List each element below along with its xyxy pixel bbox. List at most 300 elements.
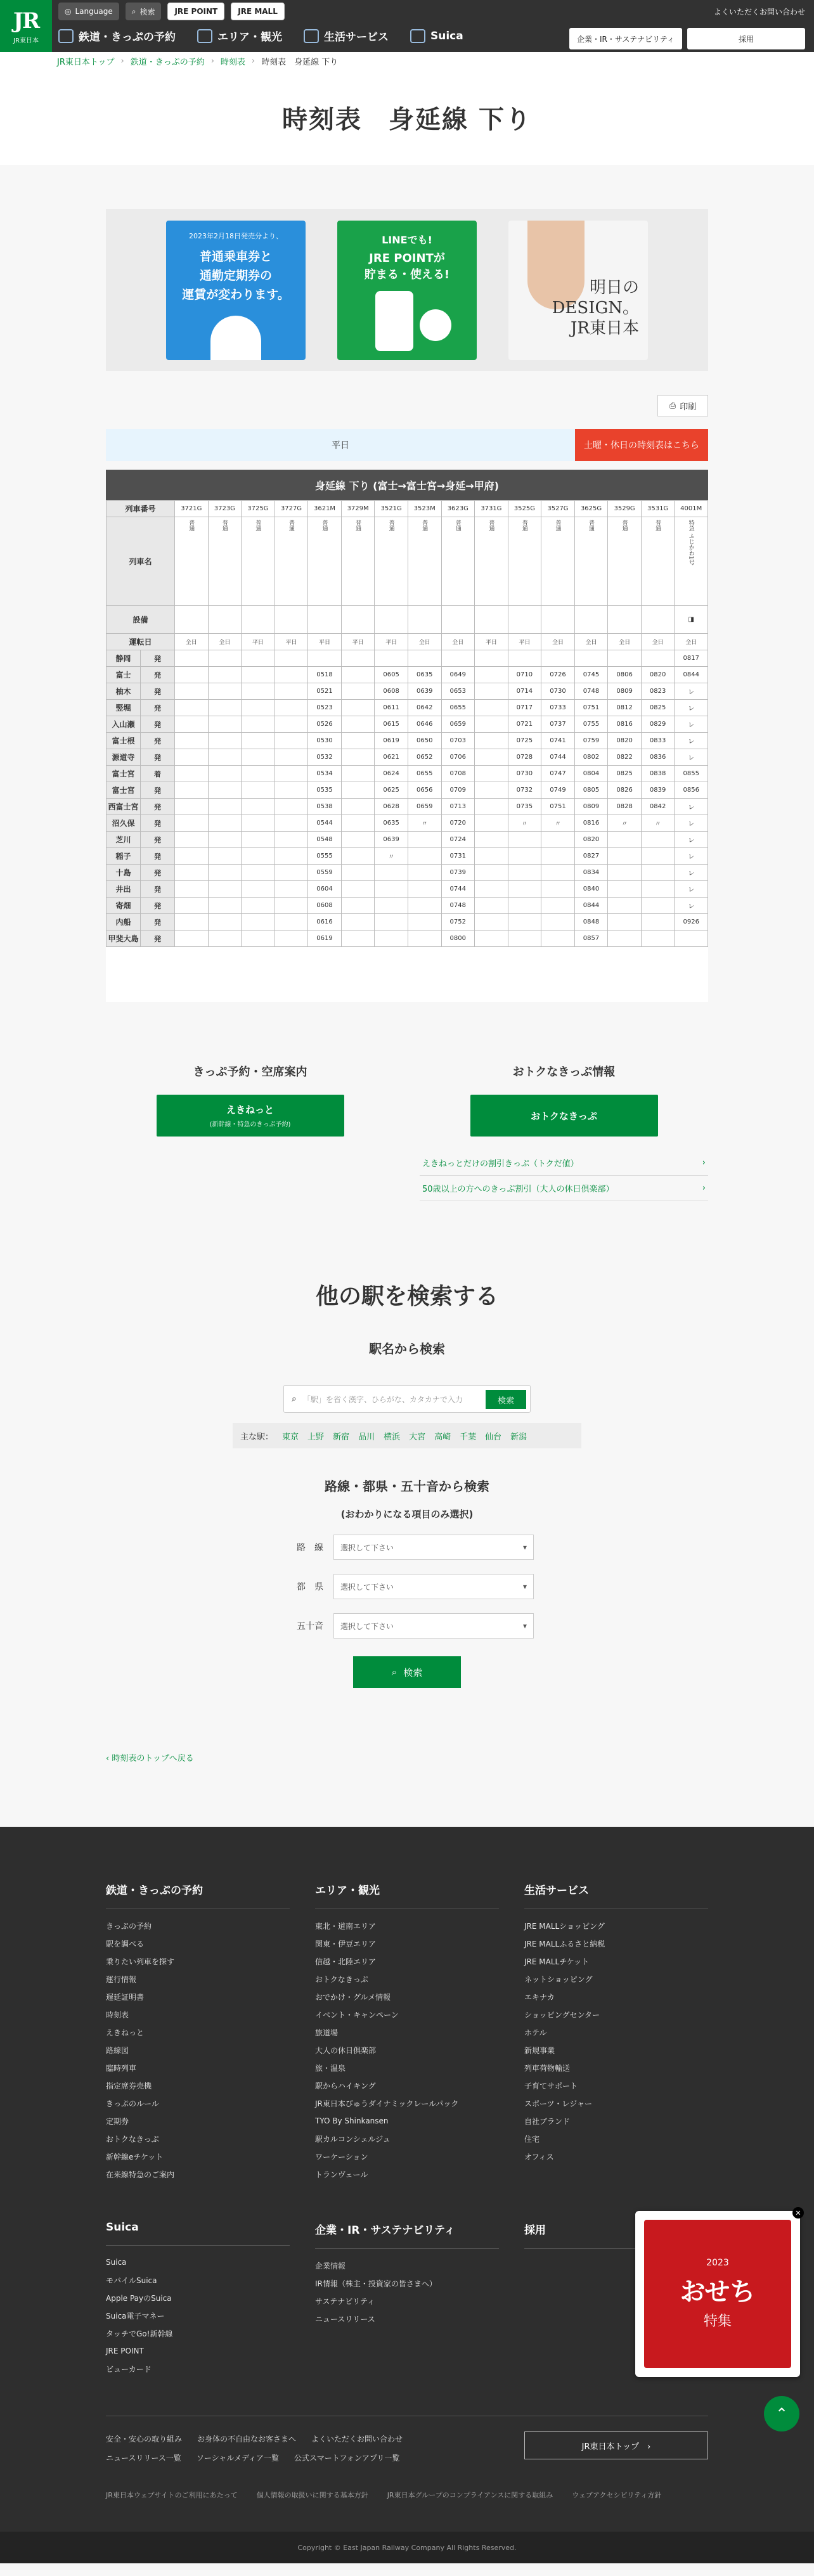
footer-heading[interactable]: 鉄道・きっぷの予約 <box>106 1881 290 1909</box>
footer-link[interactable]: トランヴェール <box>315 2170 368 2179</box>
time-cell <box>341 799 375 815</box>
footer-link[interactable]: 自社ブランド <box>524 2116 571 2126</box>
footer-link[interactable]: 子育てサポート <box>524 2081 578 2090</box>
search-note: (おわかりになる項目のみ選択) <box>340 1509 474 1520</box>
time-cell: 0731 <box>441 848 475 865</box>
jre-mall-link[interactable]: JRE MALL <box>231 3 285 20</box>
time-cell <box>175 865 209 881</box>
jre-point-link[interactable]: JRE POINT <box>167 3 224 20</box>
time-cell <box>242 914 275 931</box>
train-name-text: 普通 <box>621 520 628 531</box>
footer-link[interactable]: 遅延証明書 <box>106 1992 145 2002</box>
time-cell: 0616 <box>308 914 342 931</box>
main-station-link[interactable]: 高崎 <box>434 1432 451 1442</box>
main-station-link[interactable]: 新潟 <box>510 1432 527 1442</box>
time-cell <box>341 931 375 947</box>
footer-link[interactable]: おトクなきっぷ <box>106 2134 159 2144</box>
time-cell: 0840 <box>574 881 608 898</box>
footer-link[interactable]: JRE MALLふるさと納税 <box>524 1939 605 1948</box>
time-cell: 0724 <box>441 832 475 848</box>
time-cell: 0635 <box>408 667 441 683</box>
time-cell <box>375 898 408 914</box>
timetable <box>106 470 708 1002</box>
deals-button[interactable]: おトクなきっぷ <box>470 1095 658 1137</box>
train-number[interactable]: 3621M <box>308 501 342 517</box>
time-cell <box>208 865 242 881</box>
station-name[interactable]: 富士宮 <box>107 766 141 782</box>
train-number[interactable]: 3723G <box>208 501 242 517</box>
footer-link[interactable]: きっぷの予約 <box>106 1921 152 1931</box>
station-name[interactable]: 富士 <box>107 667 141 683</box>
time-cell: 0744 <box>541 749 575 766</box>
train-number[interactable]: 3731G <box>475 501 508 517</box>
time-cell <box>641 832 675 848</box>
time-cell <box>541 848 575 865</box>
main-station-link[interactable]: 上野 <box>307 1432 325 1442</box>
time-cell: 0656 <box>408 782 441 799</box>
page-title: 時刻表 身延線 下り <box>282 105 532 134</box>
time-cell: レ <box>675 716 708 733</box>
footer-link[interactable]: ホテル <box>524 2028 547 2037</box>
time-cell: 0726 <box>541 667 575 683</box>
footer-link[interactable]: 旅・温泉 <box>315 2063 346 2073</box>
train-name-text: 普通 <box>188 520 195 531</box>
station-name[interactable]: 竪堀 <box>107 700 141 716</box>
station-name[interactable]: 稲子 <box>107 848 141 865</box>
nav-life[interactable]: 生活サービス <box>304 28 389 44</box>
time-cell <box>175 881 209 898</box>
arr-dep: 発 <box>141 881 175 898</box>
time-cell: レ <box>675 848 708 865</box>
main-station-link[interactable]: 東京 <box>282 1432 299 1442</box>
time-cell <box>475 749 508 766</box>
jr-top-button[interactable]: JR東日本トップ › <box>524 2431 708 2459</box>
time-cell: 0755 <box>574 716 608 733</box>
footer-link[interactable]: Suica電子マネー <box>106 2311 165 2321</box>
footer-bottom-link[interactable]: ソーシャルメディア一覧 <box>196 2453 280 2463</box>
time-cell: 0826 <box>608 782 642 799</box>
footer-link[interactable]: 大人の休日倶楽部 <box>315 2045 377 2055</box>
operating-days: 全日 <box>175 634 209 650</box>
time-cell <box>475 667 508 683</box>
banner-fare-change[interactable]: 2023年2月18日発売分より、 普通乗車券と 通勤定期券の 運賃が変わります。 <box>166 221 306 360</box>
nav-suica[interactable]: Suica <box>410 28 463 44</box>
time-cell: 0833 <box>641 733 675 749</box>
station-name[interactable]: 沼久保 <box>107 815 141 832</box>
train-name-text: 普通 <box>287 520 294 531</box>
footer-link[interactable]: 乗りたい列車を探す <box>106 1957 175 1966</box>
map-icon <box>197 29 212 43</box>
operating-days: 平日 <box>341 634 375 650</box>
time-cell: 0751 <box>574 700 608 716</box>
train-name <box>208 517 242 606</box>
footer-link[interactable]: 定期券 <box>106 2116 129 2126</box>
time-cell: 0825 <box>608 766 642 782</box>
time-cell: 0615 <box>375 716 408 733</box>
footer-link[interactable]: えきねっと <box>106 2028 145 2037</box>
time-cell <box>275 931 308 947</box>
footer-link[interactable]: サステナビリティ <box>315 2296 375 2306</box>
station-search-button[interactable]: 検索 <box>486 1390 526 1409</box>
time-cell <box>242 865 275 881</box>
footer-link[interactable]: 時刻表 <box>106 2010 129 2019</box>
time-cell: 0559 <box>308 865 342 881</box>
time-cell <box>475 733 508 749</box>
station-name[interactable]: 富士宮 <box>107 782 141 799</box>
jr-logo[interactable]: JR JR東日本 <box>0 0 52 52</box>
train-name <box>175 517 209 606</box>
footer-link[interactable]: ショッピングセンター <box>524 2010 600 2019</box>
station-name[interactable]: 甲斐大島 <box>107 931 141 947</box>
nav-area[interactable]: エリア・観光 <box>197 28 282 44</box>
time-cell <box>408 848 441 865</box>
footer-link[interactable]: タッチでGo!新幹線 <box>106 2329 173 2338</box>
operating-days: 平日 <box>275 634 308 650</box>
operating-days: 平日 <box>375 634 408 650</box>
kana-label: 五十音 <box>297 1621 323 1632</box>
facility-cell <box>508 606 541 634</box>
footer-link[interactable]: 新幹線eチケット <box>106 2152 164 2161</box>
time-cell: 0624 <box>375 766 408 782</box>
station-name[interactable]: 西富士宮 <box>107 799 141 815</box>
footer-link[interactable]: 新規事業 <box>524 2045 555 2055</box>
footer-bottom-link[interactable]: 安全・安心の取り組み <box>106 2434 183 2444</box>
time-cell <box>608 832 642 848</box>
footer-heading[interactable]: 生活サービス <box>524 1881 708 1909</box>
time-cell <box>242 683 275 700</box>
footer-link[interactable]: TYO By Shinkansen <box>315 2116 389 2125</box>
footer-link[interactable]: 関東・伊豆エリア <box>315 1939 377 1948</box>
footer-heading[interactable]: エリア・観光 <box>315 1881 499 1909</box>
time-cell: 0544 <box>308 815 342 832</box>
operating-days: 全日 <box>208 634 242 650</box>
footer-link[interactable]: JRE POINT <box>106 2347 144 2355</box>
crumb-timetable[interactable]: 時刻表 <box>220 57 245 67</box>
time-cell <box>475 815 508 832</box>
corp-link[interactable]: 企業・IR・サステナビリティ <box>569 28 682 49</box>
train-name-text: 特急 ふじかわ1号 <box>687 520 694 565</box>
footer-link[interactable]: モバイルSuica <box>106 2276 157 2285</box>
osechi-popup[interactable] <box>635 2208 801 2377</box>
train-number[interactable]: 4001M <box>675 501 708 517</box>
time-cell: レ <box>675 898 708 914</box>
train-number[interactable]: 3529G <box>608 501 642 517</box>
footer-link[interactable]: 旅道場 <box>315 2028 339 2037</box>
search-button[interactable]: ⌕ 検索 <box>126 3 162 20</box>
footer-link[interactable]: JRE MALLショッピング <box>524 1921 605 1931</box>
footer-link[interactable]: 臨時列車 <box>106 2063 137 2073</box>
time-cell: 0839 <box>641 782 675 799</box>
language-button[interactable]: ◎ Language <box>58 3 119 20</box>
train-number[interactable]: 3727G <box>275 501 308 517</box>
time-cell: 0759 <box>574 733 608 749</box>
footer-col-c2 <box>315 1881 499 2183</box>
time-cell: レ <box>675 832 708 848</box>
arr-dep: 発 <box>141 749 175 766</box>
time-cell: 0806 <box>608 667 642 683</box>
time-cell <box>475 799 508 815</box>
time-cell: レ <box>675 881 708 898</box>
footer-heading[interactable]: 採用 <box>524 2221 708 2249</box>
time-cell <box>408 898 441 914</box>
train-name-text: 普通 <box>654 520 661 531</box>
station-name[interactable]: 静岡 <box>107 650 141 667</box>
banner-design[interactable]: 明日の DESIGN。 JR東日本 <box>508 221 648 360</box>
time-cell <box>242 667 275 683</box>
time-cell <box>242 881 275 898</box>
station-name[interactable]: 寄畑 <box>107 898 141 914</box>
footer-link[interactable]: 在来線特急のご案内 <box>106 2170 175 2179</box>
facility-cell <box>175 606 209 634</box>
footer-link[interactable]: Suica <box>106 2258 127 2267</box>
time-cell: 0820 <box>641 667 675 683</box>
footer-link[interactable]: 駅を調べる <box>106 1939 145 1948</box>
time-cell: 0535 <box>308 782 342 799</box>
footer-bottom-link[interactable]: よくいただくお問い合わせ <box>311 2434 403 2444</box>
operating-days: 全日 <box>608 634 642 650</box>
arr-dep: 発 <box>141 914 175 931</box>
footer-policy-link[interactable]: JR東日本ウェブサイトのご利用にあたって <box>106 2491 238 2499</box>
main-station-link[interactable]: 品川 <box>358 1432 375 1442</box>
time-cell <box>408 832 441 848</box>
footer-col-c4 <box>106 2221 290 2378</box>
station-name[interactable]: 富士根 <box>107 733 141 749</box>
banner-line-point[interactable]: LINEでも! JRE POINTが 貯まる・使える! <box>337 221 477 360</box>
footer-link[interactable]: 住宅 <box>524 2134 540 2144</box>
time-cell <box>375 931 408 947</box>
osechi-banner[interactable]: 2023 おせち 特集 <box>644 2220 791 2368</box>
train-number[interactable]: 3625G <box>574 501 608 517</box>
main-station-link[interactable]: 大宮 <box>409 1432 426 1442</box>
time-cell: 0717 <box>508 700 541 716</box>
chevron-down-icon: ▾ <box>522 1543 527 1552</box>
footer-policy-link[interactable]: ウェブアクセシビリティ方針 <box>572 2491 662 2499</box>
station-row <box>107 832 708 848</box>
footer-link[interactable]: 指定席券売機 <box>106 2081 152 2090</box>
station-search-input[interactable]: ⌕ 「駅」を省く漢字、ひらがな、カタカナで入力 検索 <box>283 1385 531 1413</box>
time-cell: 0855 <box>675 766 708 782</box>
main-station-link[interactable]: 横浜 <box>384 1432 401 1442</box>
time-cell: 0820 <box>574 832 608 848</box>
footer-link[interactable]: きっぷのルール <box>106 2099 159 2108</box>
station-row <box>107 865 708 881</box>
faq-link[interactable]: よくいただくお問い合わせ <box>713 8 805 16</box>
footer-heading[interactable]: Suica <box>106 2221 290 2246</box>
time-cell: 0639 <box>375 832 408 848</box>
page-top-button[interactable] <box>764 2396 799 2431</box>
time-cell <box>275 865 308 881</box>
time-cell <box>408 881 441 898</box>
chevron-right-icon: › <box>702 1158 706 1168</box>
footer-link[interactable]: ワーケーション <box>315 2152 368 2161</box>
footer-link[interactable]: スポーツ・レジャー <box>524 2099 592 2108</box>
train-number[interactable]: 3525G <box>508 501 541 517</box>
time-cell <box>175 650 209 667</box>
time-cell: 0848 <box>574 914 608 931</box>
footer-link[interactable]: 信越・北陸エリア <box>315 1957 377 1966</box>
route-select[interactable]: 選択して下さい ▾ <box>333 1535 534 1560</box>
time-cell <box>341 749 375 766</box>
facility-cell <box>408 606 441 634</box>
facility-cell <box>308 606 342 634</box>
time-cell <box>641 650 675 667</box>
station-name[interactable]: 十島 <box>107 865 141 881</box>
station-row <box>107 931 708 947</box>
footer-link[interactable]: 運行情報 <box>106 1974 137 1984</box>
footer-link[interactable]: オフィス <box>524 2152 554 2161</box>
footer-link[interactable]: 駅カルコンシェルジュ <box>315 2134 391 2144</box>
site-header <box>0 0 814 52</box>
main-station-link[interactable]: 仙台 <box>485 1432 502 1442</box>
time-cell: 0523 <box>308 700 342 716</box>
footer-bottom-link[interactable]: 公式スマートフォンアプリ一覧 <box>294 2453 400 2463</box>
footer-link[interactable]: 東北・道南エリア <box>315 1921 377 1931</box>
time-cell <box>341 766 375 782</box>
station-name[interactable]: 柚木 <box>107 683 141 700</box>
deal-link[interactable]: 50歳以上の方へのきっぷ割引（大人の休日倶楽部） › <box>420 1176 708 1201</box>
time-cell: 〃 <box>408 815 441 832</box>
station-name[interactable]: 入山瀬 <box>107 716 141 733</box>
close-icon[interactable]: ✕ <box>792 2207 804 2219</box>
time-cell: 0653 <box>441 683 475 700</box>
station-name[interactable]: 内船 <box>107 914 141 931</box>
time-cell <box>208 700 242 716</box>
time-cell <box>608 931 642 947</box>
tab-weekday[interactable]: 平日 <box>106 429 575 461</box>
train-number[interactable]: 3523M <box>408 501 441 517</box>
footer-bottom-link[interactable]: お身体の不自由なお客さまへ <box>197 2434 297 2444</box>
time-cell <box>208 683 242 700</box>
shop-icon <box>304 29 319 43</box>
train-number[interactable]: 3725G <box>242 501 275 517</box>
footer-link[interactable]: おトクなきっぷ <box>315 1974 368 1984</box>
train-number[interactable]: 3721G <box>175 501 209 517</box>
time-cell: 0521 <box>308 683 342 700</box>
time-cell <box>275 733 308 749</box>
crumb-rail[interactable]: 鉄道・きっぷの予約 <box>130 57 205 67</box>
arr-dep: 発 <box>141 733 175 749</box>
train-number[interactable]: 3531G <box>641 501 675 517</box>
facility-cell <box>641 606 675 634</box>
footer-link[interactable]: ビューカード <box>106 2364 152 2374</box>
station-name[interactable]: 井出 <box>107 881 141 898</box>
time-cell <box>375 881 408 898</box>
time-cell: 0649 <box>441 667 475 683</box>
route-search-button[interactable]: ⌕ 検索 <box>353 1656 461 1688</box>
kana-select[interactable]: 選択して下さい ▾ <box>333 1613 534 1639</box>
operating-days: 全日 <box>675 634 708 650</box>
tab-holiday[interactable]: 土曜・休日の時刻表はこちら <box>575 429 708 461</box>
nav-rail[interactable]: 鉄道・きっぷの予約 <box>58 28 176 44</box>
time-cell: 0817 <box>675 650 708 667</box>
footer-link[interactable]: ネットショッピング <box>524 1974 593 1984</box>
station-name[interactable]: 芝川 <box>107 832 141 848</box>
time-cell <box>275 700 308 716</box>
time-cell <box>475 881 508 898</box>
time-cell: 0713 <box>441 799 475 815</box>
footer-policy-link[interactable]: JR東日本グループのコンプライアンスに関する取組み <box>387 2491 553 2499</box>
deal-link[interactable]: えきねっとだけの割引きっぷ（トクだ値） › <box>420 1150 708 1176</box>
arr-dep: 発 <box>141 700 175 716</box>
time-cell <box>508 650 541 667</box>
time-cell <box>475 931 508 947</box>
footer-link[interactable]: IR情報（株主・投資家の皆さまへ） <box>315 2279 437 2288</box>
operating-days: 全日 <box>541 634 575 650</box>
main-station-link[interactable]: 新宿 <box>333 1432 350 1442</box>
pref-select[interactable]: 選択して下さい ▾ <box>333 1574 534 1599</box>
time-cell: レ <box>675 799 708 815</box>
time-cell: 0548 <box>308 832 342 848</box>
time-cell: 0635 <box>375 815 408 832</box>
operating-days: 平日 <box>475 634 508 650</box>
time-cell <box>175 683 209 700</box>
footer-link[interactable]: おでかけ・グルメ情報 <box>315 1992 391 2002</box>
time-cell <box>641 881 675 898</box>
station-name[interactable]: 源道寺 <box>107 749 141 766</box>
time-cell <box>275 716 308 733</box>
time-cell <box>541 914 575 931</box>
footer-link[interactable]: JR東日本びゅうダイナミックレールパック <box>315 2099 459 2108</box>
main-station-link[interactable]: 千葉 <box>460 1432 477 1442</box>
time-cell: 〃 <box>375 848 408 865</box>
footer-heading[interactable]: 企業・IR・サステナビリティ <box>315 2221 499 2249</box>
footer-link[interactable]: 路線図 <box>106 2045 129 2055</box>
time-cell: 0825 <box>641 700 675 716</box>
time-cell <box>242 700 275 716</box>
footer-link[interactable]: JRE MALLチケット <box>524 1957 590 1966</box>
train-name-text: 普通 <box>520 520 527 531</box>
footer-link[interactable]: エキナカ <box>524 1992 555 2002</box>
title-bar <box>0 70 814 165</box>
train-number[interactable]: 3729M <box>341 501 375 517</box>
time-cell <box>608 650 642 667</box>
back-link[interactable]: ‹ 時刻表のトップへ戻る <box>106 1754 194 1763</box>
crumb-top[interactable]: JR東日本トップ <box>57 57 115 67</box>
train-name-text: 普通 <box>221 520 228 531</box>
time-cell: 0828 <box>608 799 642 815</box>
recruit-link[interactable]: 採用 <box>687 28 805 49</box>
footer-policy-link[interactable]: 個人情報の取扱いに関する基本方針 <box>256 2491 368 2499</box>
footer-link[interactable]: 駅からハイキング <box>315 2081 376 2090</box>
time-cell <box>175 815 209 832</box>
time-cell: 0709 <box>441 782 475 799</box>
train-number[interactable]: 3623G <box>441 501 475 517</box>
time-cell <box>641 865 675 881</box>
time-cell: 0655 <box>408 766 441 782</box>
train-name-text: 普通 <box>421 520 428 531</box>
footer-link[interactable]: 列車荷物輸送 <box>524 2063 571 2073</box>
footer-link[interactable]: Apple PayのSuica <box>106 2293 172 2303</box>
time-cell: 0526 <box>308 716 342 733</box>
time-cell: 0926 <box>675 914 708 931</box>
train-number[interactable]: 3527G <box>541 501 575 517</box>
time-cell <box>475 650 508 667</box>
time-cell <box>242 848 275 865</box>
train-name <box>574 517 608 606</box>
search-icon: ⌕ <box>292 1394 297 1404</box>
footer-link[interactable]: 企業情報 <box>315 2261 346 2270</box>
ekinet-button[interactable]: えきねっと (新幹線・特急のきっぷ予約) <box>157 1095 344 1137</box>
footer-bottom-link[interactable]: ニュースリリース一覧 <box>106 2453 181 2463</box>
footer-link[interactable]: ニュースリリース <box>315 2314 375 2324</box>
time-cell <box>175 914 209 931</box>
print-button[interactable]: ⎙ 印刷 <box>657 395 708 416</box>
train-number[interactable]: 3521G <box>375 501 408 517</box>
footer-link[interactable]: イベント・キャンペーン <box>315 2010 399 2019</box>
time-cell: レ <box>675 683 708 700</box>
time-cell: 0619 <box>375 733 408 749</box>
time-cell: 0730 <box>541 683 575 700</box>
